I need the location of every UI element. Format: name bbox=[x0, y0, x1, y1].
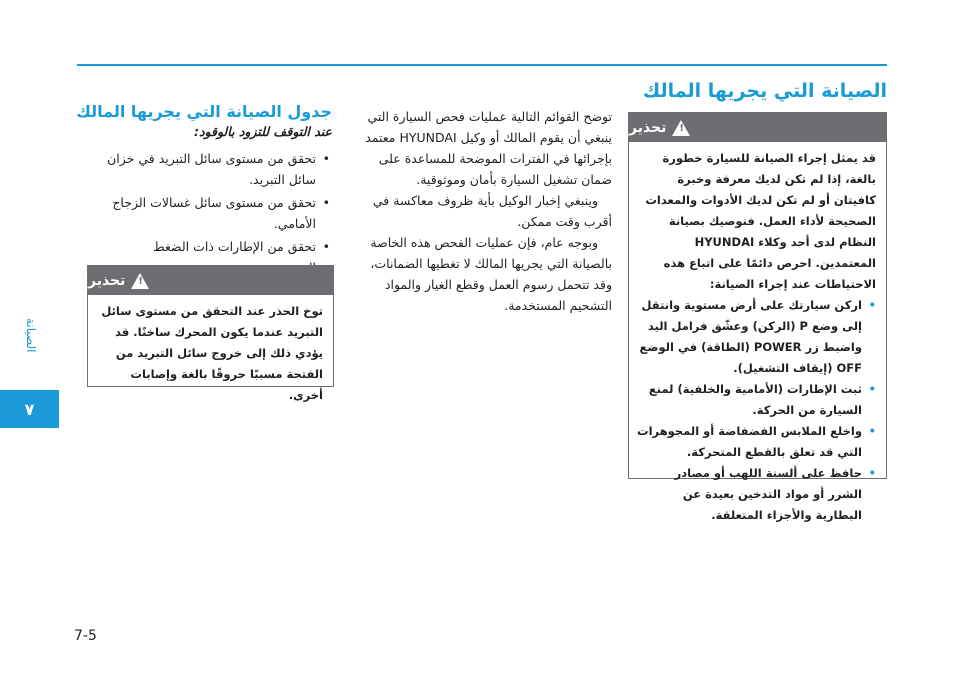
warning-body bbox=[88, 295, 333, 414]
list-item: • حافظ على ألسنة اللهب أو مصادر الشرر أو مواد التدخين بعيدة عن البطارية والأجزاء المتعلقة. bbox=[637, 463, 876, 526]
list-item: • تحقق من مستوى سائل التبريد في خزان سائل التبريد. bbox=[100, 148, 332, 190]
warning-triangle-icon: ! bbox=[131, 273, 149, 289]
warning-label: تحذير bbox=[88, 272, 126, 289]
chapter-tab: ٧ bbox=[0, 390, 59, 428]
list-item: • ثبت الإطارات (الأمامية والخلفية) لمنع السيارة من الحركة. bbox=[637, 379, 876, 421]
refuel-subheading: عند التوقف للتزود بالوقود: bbox=[193, 124, 332, 139]
warning-label: تحذير bbox=[629, 119, 667, 136]
refuel-checklist bbox=[100, 148, 332, 280]
side-strip bbox=[0, 0, 59, 685]
warning-text: توخ الحذر عند التحقق من مستوى سائل التبريد عندما يكون المحرك ساخنًا. قد يؤدي ذلك إلى خروج سائل التبريد من الفتحة مسببًا حروقًا بالغة وإصابات أخرى. bbox=[101, 304, 323, 402]
maintenance-warning-box bbox=[628, 112, 887, 522]
schedule-heading: جدول الصيانة التي يجريها المالك bbox=[76, 102, 332, 121]
precaution-list bbox=[637, 295, 876, 526]
list-item: • تحقق من مستوى سائل غسالات الزجاج الأمامي. bbox=[100, 192, 332, 234]
top-rule bbox=[77, 64, 887, 66]
warning-header bbox=[88, 266, 333, 295]
intro-paragraph: وينبغي إخبار الوكيل بأية ظروف معاكسة في أقرب وقت ممكن. bbox=[372, 193, 612, 229]
section-label: الصيانة bbox=[24, 317, 38, 353]
intro-paragraph: توضح القوائم التالية عمليات فحص السيارة التي ينبغي أن يقوم المالك أو وكيل HYUNDAI معتمد بإجرائها في الفترات الموضحة للمساعدة على ضمان تشغيل السيارة بأمان وموثوقية. bbox=[365, 109, 612, 187]
warning-intro: قد يمثل إجراء الصيانة للسيارة خطورة بالغة، إذا لم تكن لديك معرفة وخبرة كافيتان أو لم تكن لديك الأدوات والمعدات الصحيحة لأداء العمل. فنوصيك بصيانة النظام لدى أحد وكلاء HYUNDAI المعتمدين. احرص دائمًا على اتباع هذه الاحتياطات عند إجراء الصيانة: bbox=[645, 151, 876, 291]
coolant-warning-box bbox=[87, 265, 334, 402]
intro-paragraph: وبوجه عام، فإن عمليات الفحص هذه الخاصة بالصيانة التي يجريها المالك لا تغطيها الضمانات، وقد تتحمل رسوم العمل وقطع الغيار والمواد التشحيم المستخدمة. bbox=[370, 235, 612, 313]
intro-column bbox=[354, 106, 612, 316]
list-item: • اركن سيارتك على أرض مستوية وانتقل إلى وضع P (الركن) وعشّق فرامل اليد واضبط زر POWER (الطاقة) في الوضع OFF (إيقاف التشغيل). bbox=[637, 295, 876, 379]
warning-triangle-icon: ! bbox=[672, 120, 690, 136]
warning-body bbox=[629, 142, 886, 534]
page-number: 7-5 bbox=[74, 628, 97, 644]
page-title: الصيانة التي يجريها المالك bbox=[642, 80, 887, 102]
warning-header bbox=[629, 113, 886, 142]
list-item: • واخلع الملابس الفضفاضة أو المجوهرات التي قد تعلق بالقطع المتحركة. bbox=[637, 421, 876, 463]
list-item: • تحقق من الإطارات ذات الضغط bbox=[100, 236, 332, 278]
